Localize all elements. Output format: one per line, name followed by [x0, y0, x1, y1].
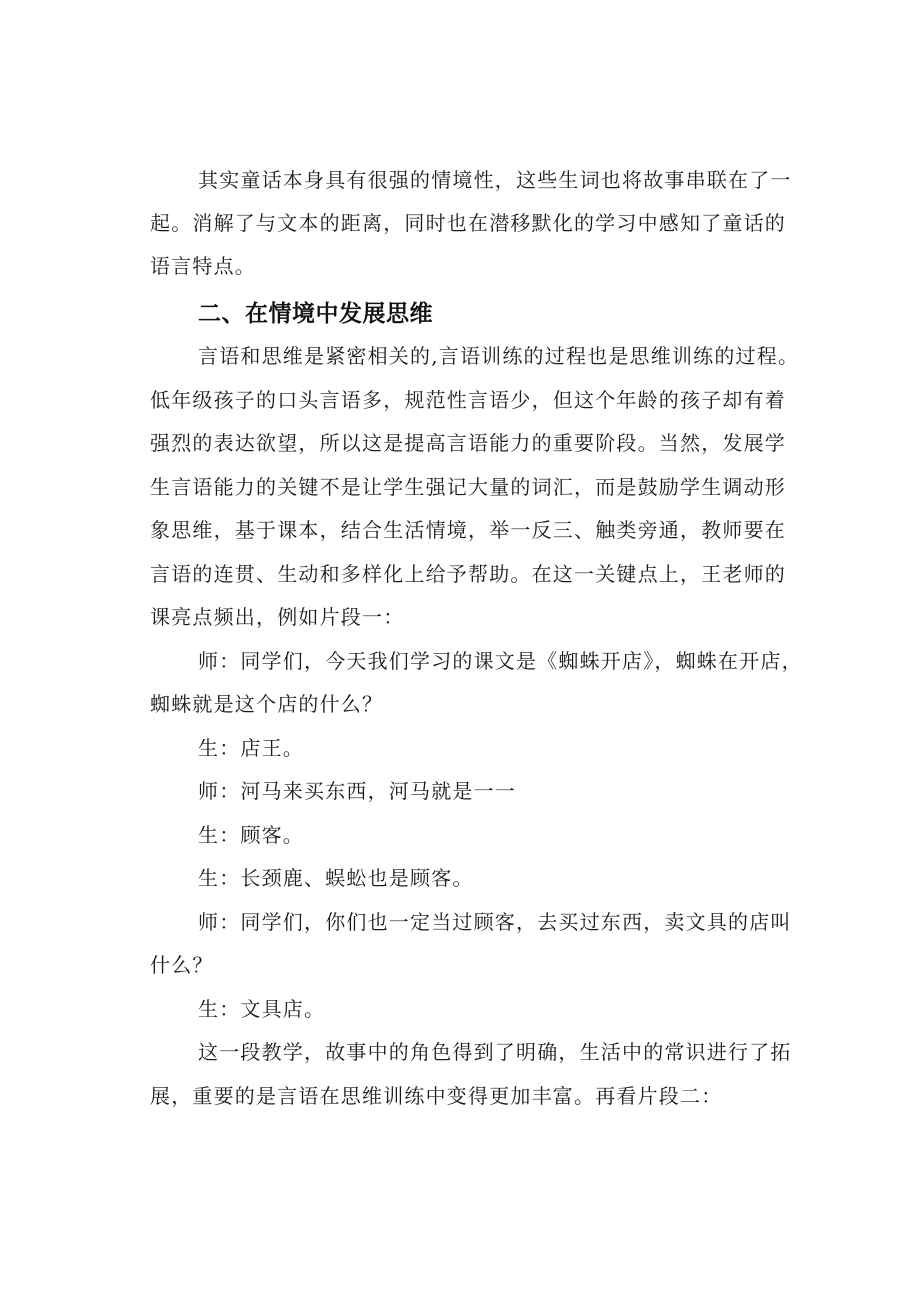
dialogue-line: 生：顾客。: [198, 823, 304, 847]
dialogue-line: 生：文具店。: [198, 997, 326, 1021]
paragraph-line: 这一段教学，故事中的角色得到了明确，生活中的常识进行了拓: [198, 1040, 792, 1064]
dialogue-line: 蜘蛛就是这个店的什么？: [150, 692, 384, 716]
paragraph-line: 展，重要的是言语在思维训练中变得更加丰富。再看片段二：: [150, 1084, 723, 1108]
dialogue-line: 生：长颈鹿、蜈蚣也是顾客。: [198, 866, 474, 890]
dialogue-line: 师：河马来买东西，河马就是一一: [198, 779, 516, 803]
paragraph-line: 象思维，基于课本，结合生活情境，举一反三、触类旁通，教师要在: [150, 518, 786, 542]
paragraph-line: 强烈的表达欲望，所以这是提高言语能力的重要阶段。当然，发展学: [150, 431, 786, 455]
paragraph-line: 语言特点。: [150, 254, 256, 278]
dialogue-line: 师：同学们，你们也一定当过顾客，去买过东西，卖文具的店叫: [198, 910, 792, 934]
paragraph-line: 低年级孩子的口头言语多，规范性言语少，但这个年龄的孩子却有着: [150, 388, 786, 412]
paragraph-line: 生言语能力的关键不是让学生强记大量的词汇，而是鼓励学生调动形: [150, 475, 786, 499]
dialogue-line: 什么？: [150, 953, 214, 977]
section-heading: 二、在情境中发展思维: [198, 301, 433, 327]
paragraph-line: 其实童话本身具有很强的情境性，这些生词也将故事串联在了一: [198, 168, 792, 192]
paragraph-line: 课亮点频出，例如片段一：: [150, 605, 405, 629]
dialogue-line: 生：店王。: [198, 736, 304, 760]
dialogue-line: 师：同学们，今天我们学习的课文是《蜘蛛开店》，蜘蛛在开店，: [198, 649, 803, 673]
paragraph-line: 起。消解了与文本的距离，同时也在潜移默化的学习中感知了童话的: [150, 211, 786, 235]
paragraph-line: 言语和思维是紧密相关的,言语训练的过程也是思维训练的过程。: [198, 344, 800, 368]
paragraph-line: 言语的连贯、生动和多样化上给予帮助。在这一关键点上，王老师的: [150, 562, 786, 586]
